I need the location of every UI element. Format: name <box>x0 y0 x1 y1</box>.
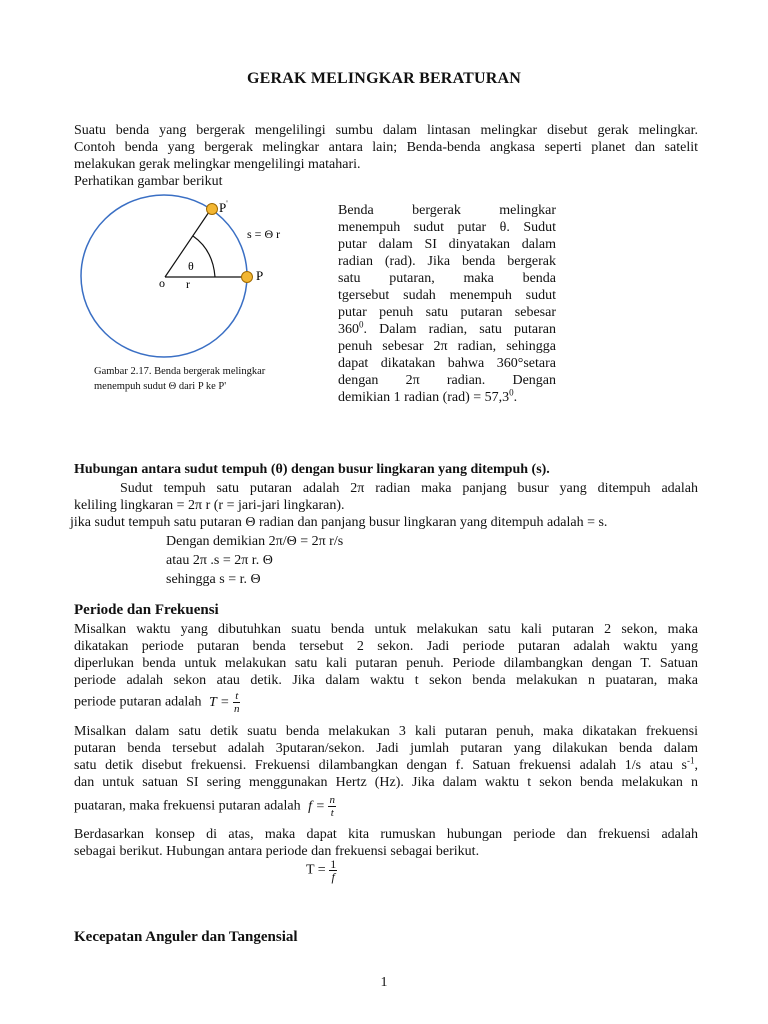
caption-line: Gambar 2.17. Benda bergerak melingkar <box>94 366 266 377</box>
formula-period-lhs: T = <box>209 694 230 710</box>
section-heading-arc: Hubungan antara sudut tempuh (θ) dengan busur lingkaran yang ditempuh (s). <box>74 462 550 477</box>
side-line: tgersebut sudah menempuh sudut <box>338 288 556 303</box>
formula-relation-fraction: $\frac{1}{f}$ <box>330 857 337 884</box>
section-arc-body <box>74 480 698 514</box>
point-p <box>242 272 253 283</box>
label-p-prime: P' <box>219 199 228 215</box>
body-line: Sudut tempuh satu putaran adalah 2π radian maka panjang busur yang ditempuh adalah <box>120 481 698 496</box>
intro-paragraph <box>74 122 698 190</box>
formula-period-fraction: $\frac{t}{n}$ <box>233 690 240 715</box>
side-line: penuh sebesar 2π radian, sehingga <box>338 339 556 354</box>
body-line: sebagai berikut. Hubungan antara periode dan frekuensi sebagai berikut. <box>74 844 480 859</box>
side-line: satu putaran, maka benda <box>338 271 556 286</box>
body-line: dikatakan periode putaran benda tersebut 2 sekon. Jadi periode putaran adalah waktu yang <box>74 639 698 654</box>
body-line: dan untuk satuan SI sering menggunakan Hertz (Hz). Jika dalam waktu t sekon benda melakukan n <box>74 775 698 790</box>
circular-motion-figure <box>78 192 281 368</box>
label-arc-length: s = Θ r <box>247 227 281 241</box>
relation-formula <box>306 858 337 883</box>
body-line: putaran benda tersebut adalah 3putaran/sekon. Jadi jumlah putaran yang dilakukan benda dalam <box>74 741 698 756</box>
body-line: satu detik disebut frekuensi. Frekuensi dilambangkan dengan f. Satuan frekuensi adalah 1/s atau $s^{-1}$, <box>74 755 698 773</box>
intro-line: Perhatikan gambar berikut <box>74 174 223 189</box>
body-line: periode adalah sekon atau detik. Jika dalam waktu t sekon benda melakukan n puataran, maka <box>74 673 698 688</box>
side-line: demikian 1 radian $(rad) = 57,3^0$. <box>338 387 518 405</box>
side-line: radian (rad). Jika benda bergerak <box>338 254 556 269</box>
equation-line: atau 2π .s = 2π r. Θ <box>166 553 273 568</box>
point-p-prime <box>207 204 218 215</box>
section-heading-period: Periode dan Frekuensi <box>74 602 219 618</box>
caption-line: menempuh sudut Θ dari P ke P' <box>94 381 227 392</box>
side-line: putar penuh satu putaran sebesar <box>338 305 556 320</box>
section-period-body-1 <box>74 621 698 689</box>
label-p: P <box>256 268 264 283</box>
label-theta: θ <box>188 259 194 273</box>
intro-line: Contoh benda yang bergerak melingkar antara lain; Benda-benda angkasa seperti planet dan satelit <box>74 140 698 155</box>
body-line: diperlukan benda untuk melakukan satu kali putaran penuh. Periode dilambangkan dengan T. Satuan <box>74 656 698 671</box>
formula-frequency-lhs: f = <box>308 798 325 814</box>
equations <box>166 533 343 588</box>
section-heading-angular: Kecepatan Anguler dan Tangensial <box>74 929 298 945</box>
label-o: o <box>159 276 165 290</box>
equation-line: sehingga s = r. Θ <box>166 572 261 587</box>
angle-arc <box>193 236 215 277</box>
side-line: $360^0$. Dalam radian, satu putaran <box>338 319 556 337</box>
body-line: Misalkan dalam satu detik suatu benda melakukan 3 kali putaran penuh, maka dikatakan frekuensi <box>74 724 698 739</box>
equation-line: Dengan demikian 2π/Θ = 2π r/s <box>166 534 344 549</box>
frequency-formula-line: puataran, maka frekuensi putaran adalah f = $\frac{n}{t}$ <box>74 794 335 819</box>
section-period-body-3 <box>74 826 698 860</box>
formula-relation-lhs: T = <box>306 862 326 878</box>
intro-line: melakukan gerak melingkar mengelilingi matahari. <box>74 157 361 172</box>
body-line: jika sudut tempuh satu putaran Θ radian dan panjang busur lingkaran yang ditempuh adalah = s. <box>70 515 608 530</box>
side-line: menempuh sudut putar θ. Sudut <box>338 220 556 235</box>
figure-caption <box>94 364 322 394</box>
page-number: 1 <box>380 975 388 990</box>
side-line: dapat dikatakan bahwa 360°setara <box>338 356 556 371</box>
period-formula-line: periode putaran adalah T = $\frac{t}{n}$ <box>74 690 240 715</box>
formula-frequency-fraction: $\frac{n}{t}$ <box>329 794 335 819</box>
intro-line: Suatu benda yang bergerak mengelilingi sumbu dalam lintasan melingkar disebut gerak melingkar. <box>74 123 698 138</box>
body-line: Berdasarkan konsep di atas, maka dapat kita rumuskan hubungan periode dan frekuensi adalah <box>74 827 698 842</box>
document-title: GERAK MELINGKAR BERATURAN <box>246 70 522 87</box>
side-line: dengan 2π radian. Dengan <box>338 373 556 388</box>
body-line: keliling lingkaran = 2π r (r = jari-jari lingkaran). <box>74 498 345 513</box>
label-r: r <box>186 277 190 291</box>
side-paragraph <box>338 202 556 406</box>
side-line: putar dalam SI dinyatakan dalam <box>338 237 556 252</box>
body-line: Misalkan waktu yang dibutuhkan suatu benda untuk melakukan satu kali putaran 2 sekon, maka <box>74 622 698 637</box>
section-period-body-2 <box>74 723 698 791</box>
side-line: Benda bergerak melingkar <box>338 203 556 218</box>
